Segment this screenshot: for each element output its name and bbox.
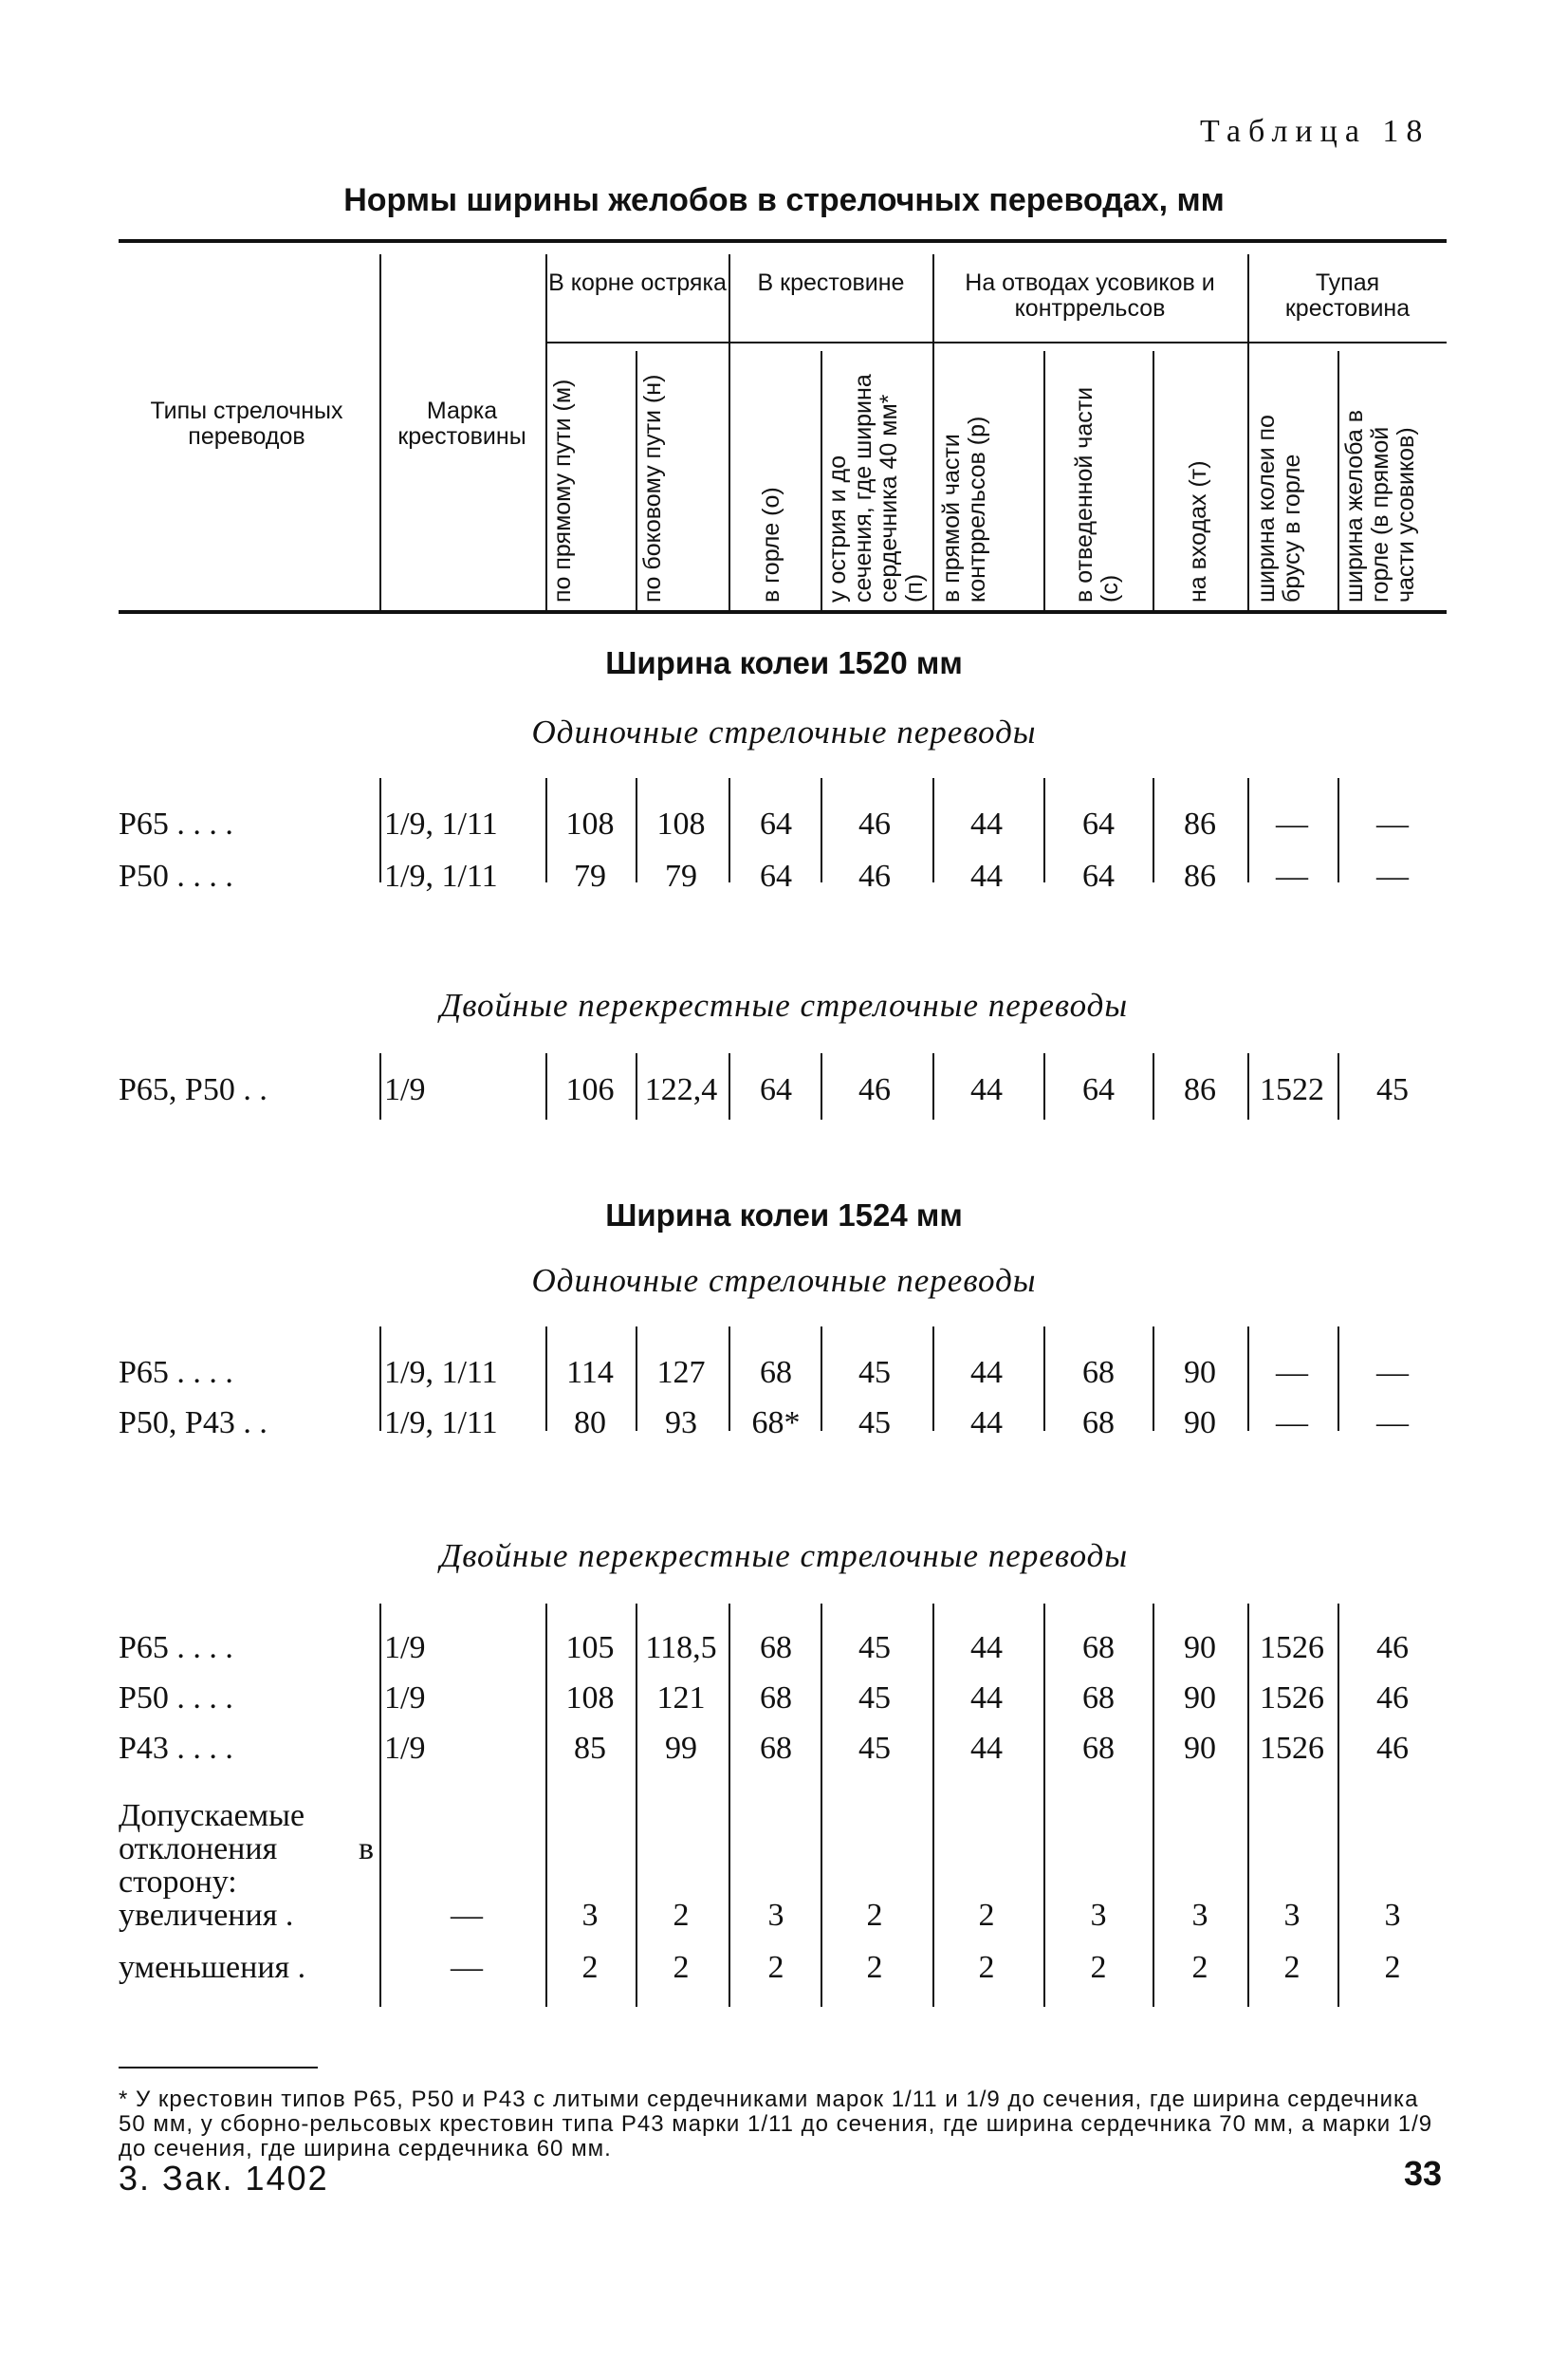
subsection-single-1520: Одиночные стрелочные переводы: [531, 714, 1037, 751]
tolerance-label-1: Допускаемые: [119, 1798, 305, 1833]
order-number: 3. Зак. 1402: [119, 2159, 329, 2198]
group-frog: В крестовине: [757, 269, 905, 296]
table-cell: 3: [1090, 1898, 1107, 1933]
table-cell: 122,4: [644, 1072, 718, 1107]
table-cell: 2: [866, 1950, 883, 1985]
header-bottom-rule: [119, 610, 1447, 614]
table-cell: 90: [1184, 1355, 1216, 1390]
subsection-single-1524: Одиночные стрелочные переводы: [531, 1262, 1037, 1299]
table-cell: 3: [767, 1898, 784, 1933]
section-title-1524: Ширина колеи 1524 мм: [605, 1197, 963, 1233]
header-divider: [1337, 351, 1339, 610]
row-type: уменьшения .: [119, 1950, 306, 1985]
col-header-m: по прямому пути (м): [549, 379, 576, 603]
header-divider: [821, 351, 822, 610]
row-mark: 1/9: [384, 1680, 426, 1716]
row-type: Р50, Р43 . .: [119, 1405, 267, 1440]
table-cell: 68: [1082, 1731, 1115, 1766]
table-cell: 68: [760, 1680, 792, 1716]
tolerance-label-2b: в: [359, 1831, 375, 1866]
row-type: Р50 . . . .: [119, 859, 233, 894]
table-cell: 45: [858, 1355, 891, 1390]
col-header-flangeway: ширина желоба в горле (в прямой части усовиков): [1341, 410, 1419, 603]
footnote: * У крестовин типов Р65, Р50 и Р43 с литыми сердечниками марок 1/11 и 1/9 до сечения, где ширина сердечника 50 мм, у сборно-рельсовых крестовин типа Р43 марки 1/11 до сечения, где ширина сердечника 70 мм, а марки 1/9 до сечения, где ширина сердечника 60 мм.: [119, 2087, 1433, 2161]
table-cell: 46: [858, 1072, 891, 1107]
table-cell: 90: [1184, 1405, 1216, 1440]
col-header-o: в горле (о): [758, 487, 784, 603]
row-divider: [379, 1326, 381, 1431]
header-divider: [545, 254, 547, 610]
table-cell: 80: [574, 1405, 606, 1440]
table-cell: 2: [1090, 1950, 1107, 1985]
col-header-n: по боковому пути (н): [639, 374, 666, 603]
table-cell: 64: [760, 859, 792, 894]
table-cell: 68: [760, 1731, 792, 1766]
table-cell: 45: [858, 1731, 891, 1766]
table-cell: 45: [1376, 1072, 1409, 1107]
table-title: Нормы ширины желобов в стрелочных переводах, мм: [343, 182, 1225, 218]
footnote-rule: [119, 2067, 318, 2068]
table-cell: 90: [1184, 1731, 1216, 1766]
table-cell: 2: [866, 1898, 883, 1933]
table-cell: 114: [566, 1355, 614, 1390]
group-rule: [545, 342, 1447, 343]
table-cell: 2: [978, 1950, 995, 1985]
table-cell: 44: [970, 1630, 1003, 1665]
table-cell: 2: [1384, 1950, 1401, 1985]
table-cell: 68*: [751, 1405, 801, 1440]
table-cell: —: [1276, 1405, 1308, 1440]
table-cell: 45: [858, 1680, 891, 1716]
col-header-s: в отведенной части (с): [1071, 386, 1123, 603]
row-mark: 1/9, 1/11: [384, 859, 498, 894]
table-cell: 45: [858, 1630, 891, 1665]
header-mark: Марка крестовины: [397, 398, 526, 450]
row-type: Р65 . . . .: [119, 1355, 233, 1390]
tolerance-label-3: сторону:: [119, 1864, 237, 1900]
subsection-double-1520: Двойные перекрестные стрелочные переводы: [439, 987, 1129, 1024]
table-cell: 46: [1376, 1680, 1409, 1716]
table-cell: 86: [1184, 859, 1216, 894]
table-cell: 3: [1384, 1898, 1401, 1933]
table-cell: 64: [1082, 807, 1115, 842]
table-cell: 44: [970, 1680, 1003, 1716]
table-cell: 68: [1082, 1405, 1115, 1440]
table-cell: 2: [1191, 1950, 1208, 1985]
group-obtuse: Тупая крестовина: [1284, 269, 1411, 322]
header-divider: [932, 254, 934, 610]
row-divider: [932, 1604, 934, 2007]
table-top-rule: [119, 239, 1447, 243]
row-type: увеличения .: [119, 1898, 294, 1933]
table-label: Таблица 18: [1200, 114, 1430, 149]
table-cell: 108: [565, 1680, 615, 1716]
row-divider: [1043, 1326, 1045, 1431]
table-cell: —: [1376, 859, 1409, 894]
table-cell: 105: [565, 1630, 615, 1665]
row-divider: [1043, 778, 1045, 882]
header-divider: [1247, 254, 1249, 610]
table-cell: 79: [665, 859, 697, 894]
subsection-double-1524: Двойные перекрестные стрелочные переводы: [439, 1537, 1129, 1574]
table-cell: 86: [1184, 807, 1216, 842]
row-type: Р43 . . . .: [119, 1731, 233, 1766]
table-cell: —: [1376, 807, 1409, 842]
col-header-t: на входах (т): [1185, 460, 1211, 603]
table-cell: —: [1276, 1355, 1308, 1390]
header-divider: [1153, 351, 1154, 610]
row-mark: 1/9: [384, 1630, 426, 1665]
table-cell: 44: [970, 1731, 1003, 1766]
page-number: 33: [1404, 2154, 1443, 2193]
table-cell: 2: [673, 1950, 690, 1985]
table-cell: 64: [760, 807, 792, 842]
row-mark: 1/9, 1/11: [384, 1355, 498, 1390]
row-type: Р50 . . . .: [119, 1680, 233, 1716]
table-cell: 2: [978, 1898, 995, 1933]
tolerance-label-2: отклонения: [119, 1831, 278, 1866]
row-divider: [932, 1053, 934, 1120]
group-checkrails: На отводах усовиков и контррельсов: [965, 269, 1215, 322]
table-cell: 121: [656, 1680, 706, 1716]
table-cell: —: [1376, 1355, 1409, 1390]
header-divider: [1043, 351, 1045, 610]
table-cell: 2: [673, 1898, 690, 1933]
table-cell: 68: [1082, 1355, 1115, 1390]
table-cell: 86: [1184, 1072, 1216, 1107]
table-cell: 93: [665, 1405, 697, 1440]
row-divider: [932, 778, 934, 882]
row-type: Р65 . . . .: [119, 807, 233, 842]
table-cell: 68: [1082, 1630, 1115, 1665]
table-cell: 64: [1082, 1072, 1115, 1107]
row-divider: [932, 1326, 934, 1431]
col-header-p: у острия и до сечения, где ширина сердечника 40 мм* (п): [824, 374, 928, 603]
table-cell: 79: [574, 859, 606, 894]
table-cell: 44: [970, 859, 1003, 894]
table-cell: 90: [1184, 1630, 1216, 1665]
table-cell: 3: [1191, 1898, 1208, 1933]
row-divider: [1043, 1053, 1045, 1120]
table-cell: 99: [665, 1731, 697, 1766]
table-cell: —: [1276, 859, 1308, 894]
table-cell: 127: [656, 1355, 706, 1390]
table-cell: 44: [970, 1355, 1003, 1390]
table-cell: 118,5: [645, 1630, 717, 1665]
row-divider: [1043, 1604, 1045, 2007]
table-cell: 68: [1082, 1680, 1115, 1716]
table-cell: 1526: [1260, 1630, 1324, 1665]
table-cell: 44: [970, 807, 1003, 842]
row-divider: [379, 1604, 381, 2007]
table-cell: 46: [858, 807, 891, 842]
header-types: Типы стрелочных переводов: [150, 398, 343, 450]
table-cell: 85: [574, 1731, 606, 1766]
table-cell: 3: [1283, 1898, 1301, 1933]
table-cell: 1526: [1260, 1731, 1324, 1766]
col-header-gauge: ширина колеи по брусу в горле: [1253, 415, 1305, 603]
table-cell: 1526: [1260, 1680, 1324, 1716]
table-cell: 64: [1082, 859, 1115, 894]
table-cell: 108: [565, 807, 615, 842]
row-mark: 1/9, 1/11: [384, 1405, 498, 1440]
table-cell: 45: [858, 1405, 891, 1440]
header-divider: [636, 351, 637, 610]
table-cell: 106: [565, 1072, 615, 1107]
row-mark: 1/9: [384, 1072, 426, 1107]
row-divider: [379, 778, 381, 882]
table-cell: 44: [970, 1072, 1003, 1107]
table-cell: 1522: [1260, 1072, 1324, 1107]
table-cell: 68: [760, 1355, 792, 1390]
header-divider: [729, 254, 730, 610]
group-root: В корне остряка: [548, 269, 727, 296]
table-cell: 2: [581, 1950, 599, 1985]
table-cell: 64: [760, 1072, 792, 1107]
table-cell: 108: [656, 807, 706, 842]
table-cell: —: [1276, 807, 1308, 842]
table-cell: 46: [858, 859, 891, 894]
table-cell: —: [1376, 1405, 1409, 1440]
row-mark: —: [451, 1950, 483, 1985]
row-mark: 1/9: [384, 1731, 426, 1766]
table-cell: 46: [1376, 1731, 1409, 1766]
table-cell: 90: [1184, 1680, 1216, 1716]
table-cell: 2: [767, 1950, 784, 1985]
row-mark: —: [451, 1898, 483, 1933]
col-header-r: в прямой части контррельсов (р): [938, 416, 990, 603]
row-type: Р65 . . . .: [119, 1630, 233, 1665]
table-cell: 3: [581, 1898, 599, 1933]
table-cell: 68: [760, 1630, 792, 1665]
row-divider: [379, 1053, 381, 1120]
table-cell: 2: [1283, 1950, 1301, 1985]
table-cell: 44: [970, 1405, 1003, 1440]
row-mark: 1/9, 1/11: [384, 807, 498, 842]
table-cell: 46: [1376, 1630, 1409, 1665]
row-type: Р65, Р50 . .: [119, 1072, 267, 1107]
section-title-1520: Ширина колеи 1520 мм: [605, 645, 963, 680]
